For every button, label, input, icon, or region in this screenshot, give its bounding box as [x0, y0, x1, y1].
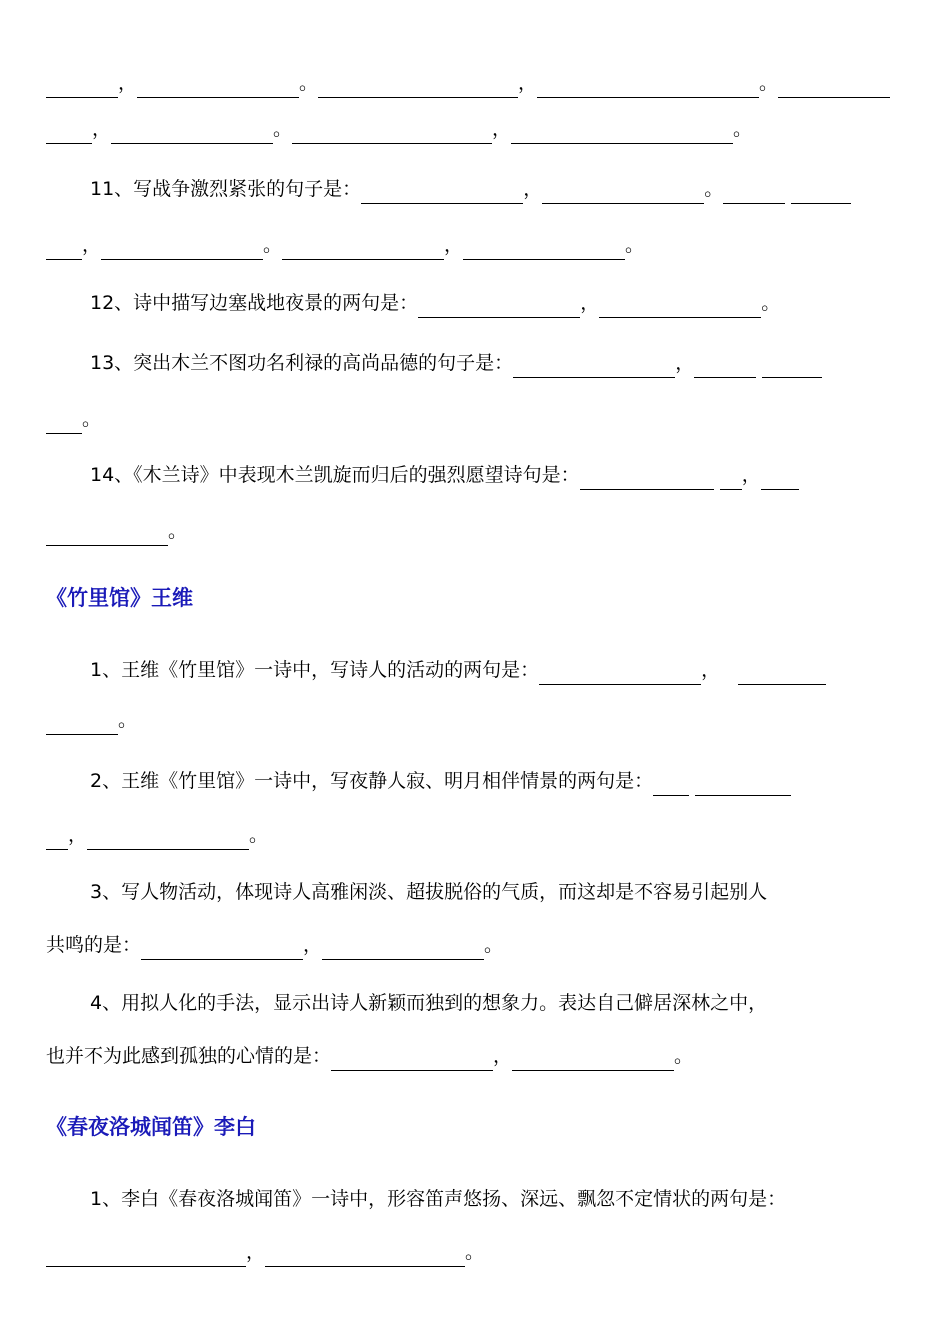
answer-blank[interactable] — [694, 355, 756, 378]
comma: ， — [118, 72, 138, 94]
question-13-line-1 — [90, 348, 906, 378]
period: 。 — [168, 520, 188, 542]
answer-blank[interactable] — [318, 75, 518, 98]
period: 。 — [249, 824, 269, 846]
period: 。 — [759, 72, 779, 94]
zhuliguan-q1-line-2 — [46, 705, 906, 735]
answer-blank[interactable] — [361, 181, 523, 204]
answer-blank[interactable] — [87, 827, 249, 850]
period: 。 — [465, 1241, 485, 1263]
answer-blank[interactable] — [791, 181, 851, 204]
comma: ， — [493, 1045, 513, 1067]
answer-blank[interactable] — [265, 1244, 465, 1267]
question-14-line-2 — [46, 516, 906, 546]
answer-blank[interactable] — [511, 121, 733, 144]
answer-blank[interactable] — [331, 1048, 493, 1071]
zhuliguan-q3-line-2 — [46, 930, 906, 960]
period: 。 — [625, 234, 645, 256]
question-14-line-1 — [90, 460, 906, 490]
answer-blank[interactable] — [46, 75, 118, 98]
comma: ， — [741, 464, 761, 486]
zhuliguan-q4-line-1: 4、用拟人化的手法，显示出诗人新颖而独到的想象力。表达自己僻居深林之中， — [90, 992, 768, 1014]
answer-blank[interactable] — [46, 121, 92, 144]
answer-blank[interactable] — [580, 467, 714, 490]
period: 。 — [299, 72, 319, 94]
answer-blank[interactable] — [101, 237, 263, 260]
answer-blank[interactable] — [537, 75, 759, 98]
comma: ， — [675, 352, 695, 374]
answer-blank[interactable] — [46, 1244, 246, 1267]
period: 。 — [273, 118, 293, 140]
zhuliguan-q3-text: 共鸣的是： — [46, 934, 142, 956]
answer-blank[interactable] — [539, 662, 701, 685]
chunye-q1-line-2 — [46, 1237, 906, 1267]
answer-blank[interactable] — [723, 181, 785, 204]
period: 。 — [704, 178, 724, 200]
answer-blank[interactable] — [46, 237, 82, 260]
question-12 — [90, 288, 906, 318]
question-14-text: 14、《木兰诗》中表现木兰凯旋而归后的强烈愿望诗句是： — [90, 464, 580, 486]
comma: ， — [518, 72, 538, 94]
period: 。 — [484, 934, 504, 956]
question-11-text: 11、写战争激烈紧张的句子是： — [90, 178, 362, 200]
answer-blank[interactable] — [513, 355, 675, 378]
answer-blank[interactable] — [720, 467, 742, 490]
chunye-q1-line-1: 1、李白《春夜洛城闻笛》一诗中，形容笛声悠扬、深远、飘忽不定情状的两句是： — [90, 1188, 787, 1210]
prev-question-line-1 — [46, 68, 906, 98]
zhuliguan-q2-line-1 — [90, 766, 906, 796]
answer-blank[interactable] — [141, 937, 303, 960]
answer-blank[interactable] — [761, 467, 799, 490]
comma: ， — [82, 234, 102, 256]
period: 。 — [263, 234, 283, 256]
answer-blank[interactable] — [137, 75, 299, 98]
period: 。 — [118, 709, 138, 731]
comma: ， — [68, 824, 88, 846]
comma: ， — [492, 118, 512, 140]
answer-blank[interactable] — [599, 295, 761, 318]
zhuliguan-q2-line-2 — [46, 820, 906, 850]
question-11-line-1 — [90, 174, 906, 204]
answer-blank[interactable] — [463, 237, 625, 260]
zhuliguan-q1-line-1 — [90, 655, 906, 685]
comma: ， — [303, 934, 323, 956]
comma: ， — [523, 178, 543, 200]
zhuliguan-q4-text: 也并不为此感到孤独的心情的是： — [46, 1045, 332, 1067]
answer-blank[interactable] — [695, 773, 791, 796]
zhuliguan-q4-line-2 — [46, 1041, 906, 1071]
answer-blank[interactable] — [292, 121, 492, 144]
answer-blank[interactable] — [512, 1048, 674, 1071]
question-13-line-2 — [46, 404, 906, 434]
answer-blank[interactable] — [322, 937, 484, 960]
answer-blank[interactable] — [282, 237, 444, 260]
answer-blank[interactable] — [46, 411, 82, 434]
answer-blank[interactable] — [111, 121, 273, 144]
zhuliguan-q2-text: 2、王维《竹里馆》一诗中，写夜静人寂、明月相伴情景的两句是： — [90, 770, 654, 792]
comma: ， — [701, 659, 721, 681]
answer-blank[interactable] — [418, 295, 580, 318]
answer-blank[interactable] — [738, 662, 826, 685]
zhuliguan-q1-text: 1、王维《竹里馆》一诗中，写诗人的活动的两句是： — [90, 659, 540, 681]
comma: ， — [444, 234, 464, 256]
answer-blank[interactable] — [46, 827, 68, 850]
section-title-zhuliguan: 《竹里馆》王维 — [46, 586, 193, 610]
question-13-text: 13、突出木兰不图功名利禄的高尚品德的句子是： — [90, 352, 514, 374]
question-11-line-2 — [46, 230, 906, 260]
zhuliguan-q3-line-1: 3、写人物活动，体现诗人高雅闲淡、超拔脱俗的气质，而这却是不容易引起别人 — [90, 881, 768, 903]
comma: ， — [580, 292, 600, 314]
period: 。 — [674, 1045, 694, 1067]
answer-blank[interactable] — [542, 181, 704, 204]
answer-blank[interactable] — [46, 523, 168, 546]
comma: ， — [92, 118, 112, 140]
answer-blank[interactable] — [46, 712, 118, 735]
period: 。 — [82, 408, 102, 430]
period: 。 — [761, 292, 781, 314]
answer-blank[interactable] — [778, 75, 890, 98]
question-12-text: 12、诗中描写边塞战地夜景的两句是： — [90, 292, 419, 314]
answer-blank[interactable] — [653, 773, 689, 796]
comma: ， — [246, 1241, 266, 1263]
period: 。 — [733, 118, 753, 140]
section-title-chunye: 《春夜洛城闻笛》李白 — [46, 1115, 256, 1139]
prev-question-line-2 — [46, 114, 906, 144]
answer-blank[interactable] — [762, 355, 822, 378]
